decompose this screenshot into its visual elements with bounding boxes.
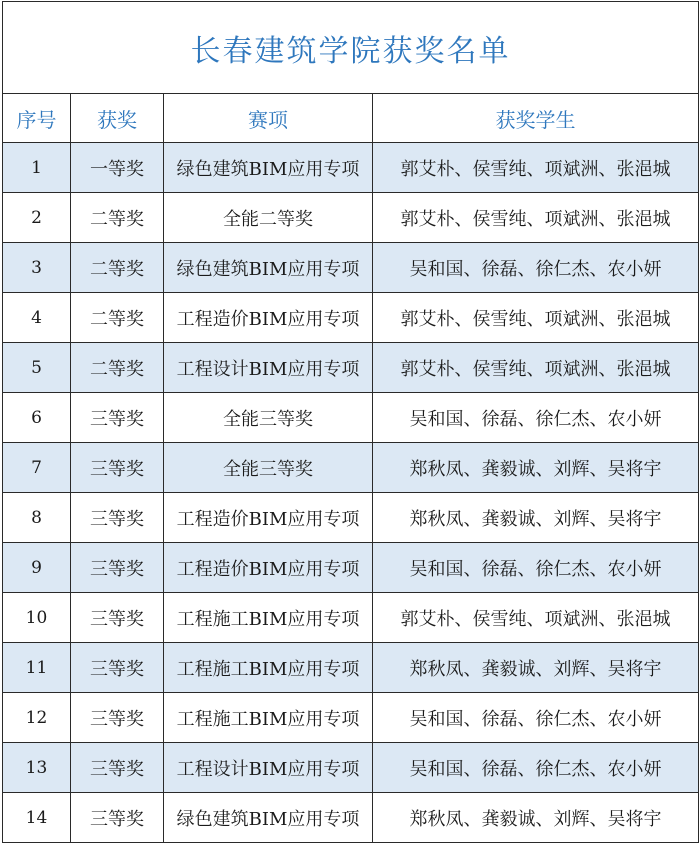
cell-no: 6: [3, 393, 71, 443]
table-row: [3, 193, 699, 243]
page-title: 长春建筑学院获奖名单: [3, 2, 699, 94]
cell-students: 郑秋凤、龚毅诚、刘辉、吴将宇: [373, 643, 699, 693]
cell-event: 工程施工BIM应用专项: [164, 693, 373, 743]
table-row: [3, 393, 699, 443]
cell-event: 绿色建筑BIM应用专项: [164, 793, 373, 843]
cell-award: 三等奖: [71, 593, 164, 643]
cell-no: 13: [3, 743, 71, 793]
cell-no: 1: [3, 143, 71, 193]
cell-event: 全能三等奖: [164, 443, 373, 493]
table-row: [3, 593, 699, 643]
cell-event: 绿色建筑BIM应用专项: [164, 243, 373, 293]
table-row: [3, 643, 699, 693]
table-row: [3, 693, 699, 743]
cell-no: 5: [3, 343, 71, 393]
cell-event: 工程造价BIM应用专项: [164, 543, 373, 593]
cell-event: 工程设计BIM应用专项: [164, 343, 373, 393]
cell-students: 郭艾朴、侯雪纯、项斌洲、张浥城: [373, 593, 699, 643]
header-award: 获奖: [71, 94, 164, 143]
header-event: 赛项: [164, 94, 373, 143]
cell-award: 三等奖: [71, 743, 164, 793]
table-row: [3, 543, 699, 593]
cell-students: 吴和国、徐磊、徐仁杰、农小妍: [373, 243, 699, 293]
cell-award: 三等奖: [71, 393, 164, 443]
cell-event: 全能三等奖: [164, 393, 373, 443]
cell-students: 吴和国、徐磊、徐仁杰、农小妍: [373, 693, 699, 743]
table-row: [3, 793, 699, 843]
cell-event: 工程造价BIM应用专项: [164, 293, 373, 343]
table-row: [3, 143, 699, 193]
cell-award: 三等奖: [71, 643, 164, 693]
cell-students: 郑秋凤、龚毅诚、刘辉、吴将宇: [373, 793, 699, 843]
cell-event: 工程造价BIM应用专项: [164, 493, 373, 543]
cell-no: 12: [3, 693, 71, 743]
table-row: [3, 243, 699, 293]
header-students: 获奖学生: [373, 94, 699, 143]
header-no: 序号: [3, 94, 71, 143]
cell-students: 郭艾朴、侯雪纯、项斌洲、张浥城: [373, 343, 699, 393]
cell-students: 吴和国、徐磊、徐仁杰、农小妍: [373, 393, 699, 443]
cell-students: 郑秋凤、龚毅诚、刘辉、吴将宇: [373, 493, 699, 543]
cell-award: 三等奖: [71, 793, 164, 843]
cell-award: 三等奖: [71, 493, 164, 543]
table-row: [3, 443, 699, 493]
cell-students: 郭艾朴、侯雪纯、项斌洲、张浥城: [373, 293, 699, 343]
cell-students: 郑秋凤、龚毅诚、刘辉、吴将宇: [373, 443, 699, 493]
cell-no: 8: [3, 493, 71, 543]
cell-award: 二等奖: [71, 243, 164, 293]
cell-award: 二等奖: [71, 343, 164, 393]
cell-no: 4: [3, 293, 71, 343]
cell-award: 三等奖: [71, 543, 164, 593]
header-row: [3, 94, 699, 143]
cell-no: 14: [3, 793, 71, 843]
cell-event: 工程施工BIM应用专项: [164, 593, 373, 643]
cell-students: 吴和国、徐磊、徐仁杰、农小妍: [373, 543, 699, 593]
cell-award: 二等奖: [71, 193, 164, 243]
cell-no: 3: [3, 243, 71, 293]
cell-award: 一等奖: [71, 143, 164, 193]
cell-event: 全能二等奖: [164, 193, 373, 243]
cell-award: 二等奖: [71, 293, 164, 343]
cell-event: 工程施工BIM应用专项: [164, 643, 373, 693]
cell-no: 10: [3, 593, 71, 643]
cell-event: 绿色建筑BIM应用专项: [164, 143, 373, 193]
cell-students: 吴和国、徐磊、徐仁杰、农小妍: [373, 743, 699, 793]
cell-no: 9: [3, 543, 71, 593]
cell-no: 11: [3, 643, 71, 693]
cell-students: 郭艾朴、侯雪纯、项斌洲、张浥城: [373, 193, 699, 243]
table-row: [3, 343, 699, 393]
table-row: [3, 493, 699, 543]
table-row: [3, 293, 699, 343]
cell-no: 2: [3, 193, 71, 243]
cell-event: 工程设计BIM应用专项: [164, 743, 373, 793]
cell-no: 7: [3, 443, 71, 493]
cell-students: 郭艾朴、侯雪纯、项斌洲、张浥城: [373, 143, 699, 193]
cell-award: 三等奖: [71, 693, 164, 743]
award-table: [2, 1, 699, 843]
cell-award: 三等奖: [71, 443, 164, 493]
table-row: [3, 743, 699, 793]
